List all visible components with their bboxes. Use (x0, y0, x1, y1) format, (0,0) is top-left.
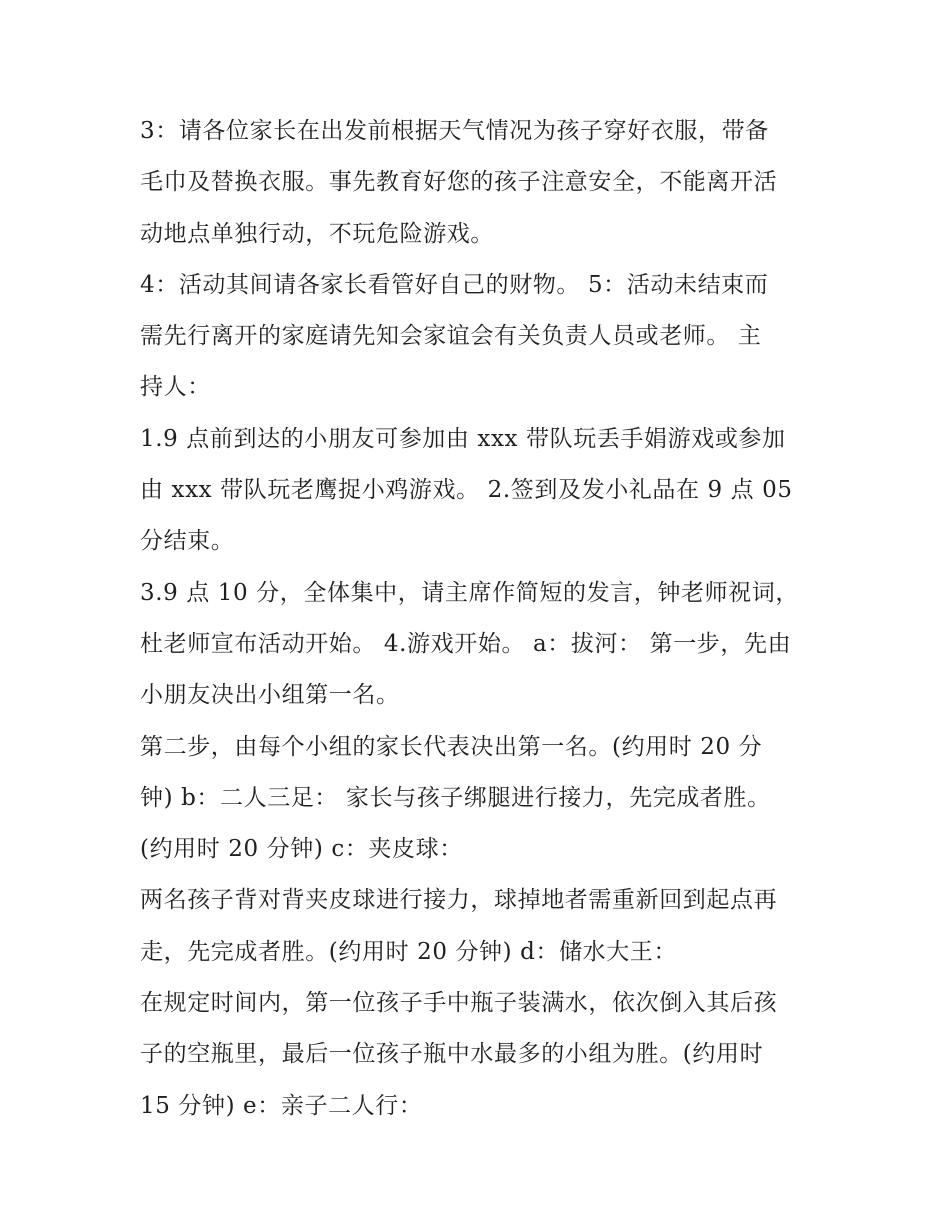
text-line: 15 分钟) e：亲子二人行： (140, 1092, 423, 1119)
document-body (140, 106, 820, 1132)
text-line: 分结束。 (140, 528, 235, 555)
text-line: 毛巾及替换衣服。事先教育好您的孩子注意安全，不能离开活 (140, 169, 778, 196)
text-line: 小朋友决出小组第一名。 (140, 682, 400, 709)
text-line: 在规定时间内，第一位孩子手中瓶子装满水，依次倒入其后孩 (140, 990, 778, 1017)
text-line: 走，先完成者胜。(约用时 20 分钟) d：储水大王： (140, 938, 678, 965)
text-line: 需先行离开的家庭请先知会家谊会有关负责人员或老师。 主 (140, 323, 762, 350)
text-line: 动地点单独行动，不玩危险游戏。 (140, 220, 494, 247)
text-line: 持人： (140, 374, 211, 401)
text-line: 子的空瓶里，最后一位孩子瓶中水最多的小组为胜。(约用时 (140, 1041, 764, 1068)
text-line: 杜老师宣布活动开始。 4.游戏开始。 a：拔河： 第一步，先由 (140, 630, 792, 657)
text-line: 钟) b：二人三足： 家长与孩子绑腿进行接力，先完成者胜。 (140, 784, 771, 811)
text-line: 两名孩子背对背夹皮球进行接力，球掉地者需重新回到起点再 (140, 887, 778, 914)
text-line: 第二步，由每个小组的家长代表决出第一名。(约用时 20 分 (140, 733, 763, 760)
text-line: 3：请各位家长在出发前根据天气情况为孩子穿好衣服，带备 (140, 118, 769, 144)
text-line: 4：活动其间请各家长看管好自己的财物。 5：活动未结束而 (140, 271, 769, 298)
text-line: 由 xxx 带队玩老鹰捉小鸡游戏。 2.签到及发小礼品在 9 点 05 (140, 477, 793, 504)
text-line: 1.9 点前到达的小朋友可参加由 xxx 带队玩丢手娟游戏或参加 (140, 425, 786, 452)
text-line: (约用时 20 分钟) c：夹皮球： (140, 836, 463, 863)
text-line: 3.9 点 10 分，全体集中，请主席作简短的发言，钟老师祝词， (140, 579, 799, 606)
